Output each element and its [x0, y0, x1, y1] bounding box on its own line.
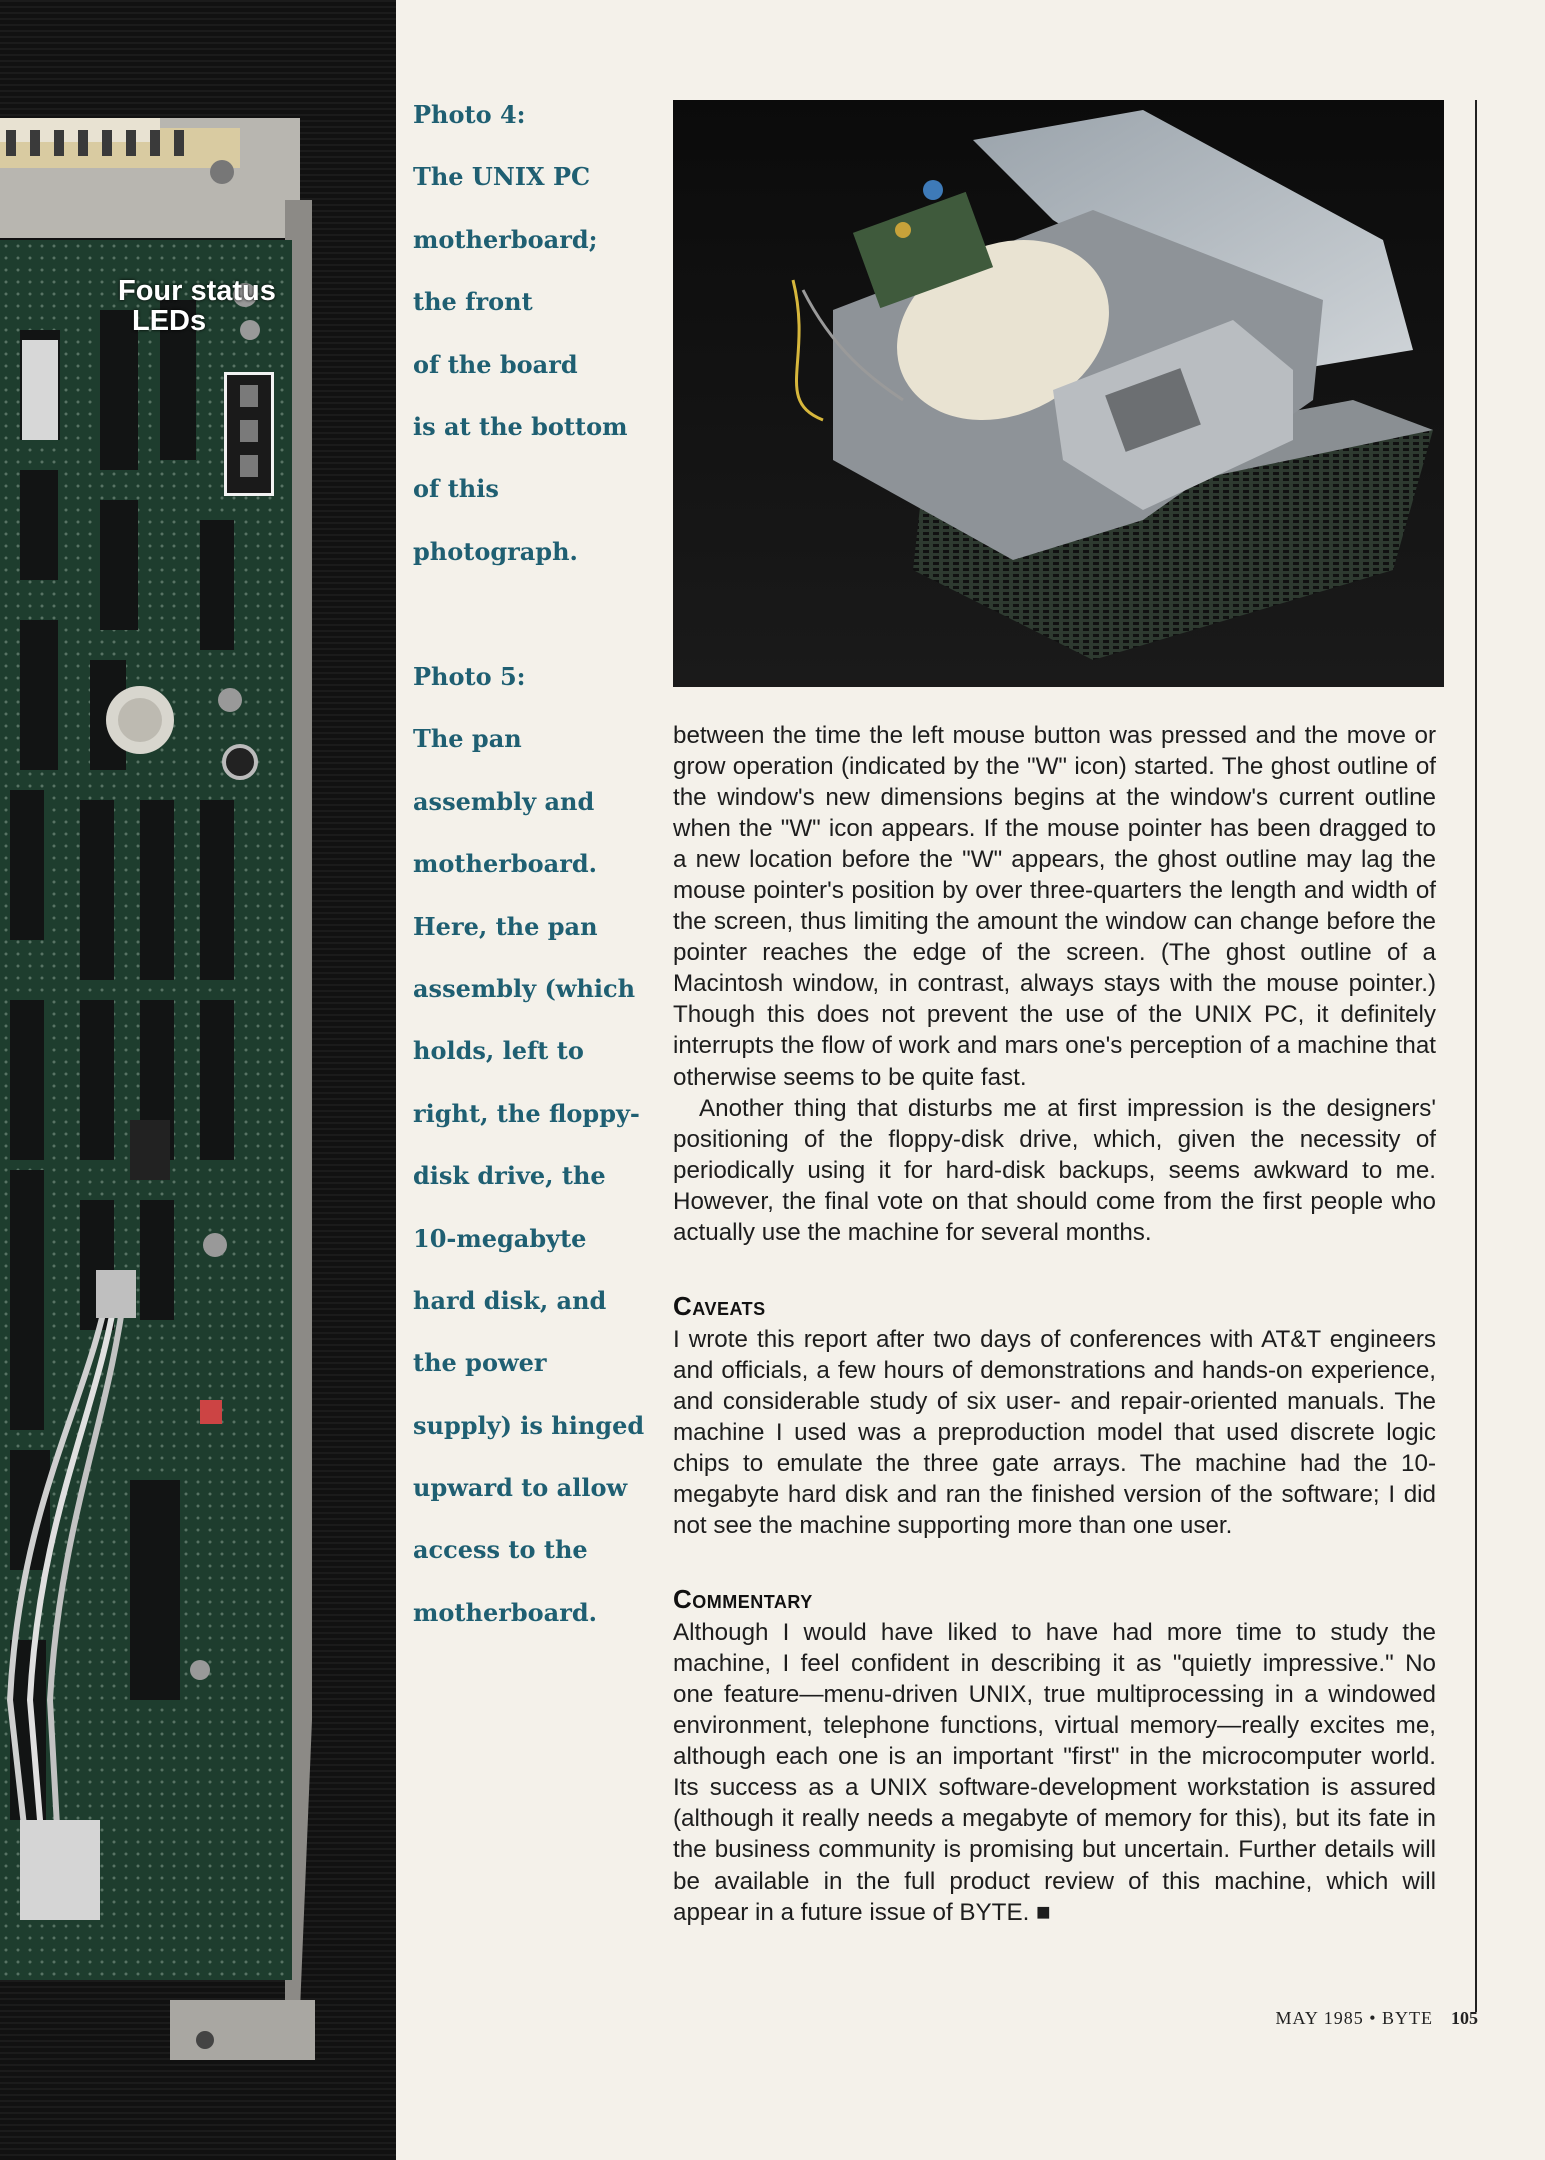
article-paragraph-3: I wrote this report after two days of conferences with AT&T engineers and officials, a few hours of demonstrations and hands-on experience, and considerable study of six user- and repair-oriented manuals. The machine I used was a preproduction model that used discrete logic chips to emulate the three gate arrays. The machine had the 10-megabyte hard disk and ran the finished version of the software; I did not see the machine supporting more than one user. [673, 1325, 1436, 1540]
commentary-heading: Commentary [673, 1584, 813, 1615]
photo4-caption-line: photograph. [413, 536, 578, 566]
photo5-caption [413, 646, 658, 1644]
photo4-caption-line: the front [413, 287, 533, 317]
photo5-caption-line: upward to allow [413, 1473, 628, 1503]
photo5-caption-line: Photo 5: [413, 662, 526, 691]
unix-pc-photo [673, 100, 1444, 687]
caveats-heading: Caveats [673, 1290, 766, 1321]
photo5-caption-line: right, the floppy- [413, 1098, 640, 1128]
column-rule [1475, 100, 1477, 2012]
status-led-highlight-box [224, 372, 274, 496]
page-number: 105 [1451, 2008, 1478, 2028]
photo4-caption-line: is at the bottom [413, 411, 628, 441]
issue-line: MAY 1985 • BYTE [1275, 2008, 1433, 2028]
article-paragraph-1: between the time the left mouse button was pressed and the move or grow operation (indicated by the "W" icon) started. The ghost outline of the window's new dimensions begins at the window's current outline when the "W" icon appears. If the mouse pointer has been dragged to a new location before the "W" appears, the ghost outline may lag the mouse pointer's position by over three-quarters the length and width of the screen, thus limiting the amount the window can change before the pointer reaches the edge of the screen. (The ghost outline of a Macintosh window, in contrast, always stays with the mouse pointer.) Though this does not prevent the use of the UNIX PC, it definitely interrupts the flow of work and mars one's perception of a machine that otherwise seems to be quite fast. [673, 722, 1436, 1091]
unix-pc-illustration [673, 100, 1444, 687]
photo4-caption-line: The UNIX PC [413, 162, 591, 192]
photo5-caption-line: supply) is hinged [413, 1410, 645, 1440]
photo5-caption-line: The pan [413, 724, 522, 754]
article-body [673, 720, 1436, 1928]
photo4-caption [413, 84, 658, 583]
photo5-caption-line: disk drive, the [413, 1161, 606, 1191]
article-paragraph-4: Although I would have liked to have had more time to study the machine, I feel confident in describing it as "quietly impressive." No one feature—menu-driven UNIX, true multiprocessing in a windowed environment, telephone functions, virtual memory—really excites me, although each one is an important "first" in the microcomputer world. Its success as a UNIX software-development workstation is assured (although it really needs a megabyte of memory for this), but its fate in the business community is promising but uncertain. Further details will be available in the full product review of this machine, which will appear in a future issue of BYTE. ■ [673, 1619, 1436, 1926]
photo4-caption-line: of the board [413, 349, 578, 379]
photo5-caption-line: holds, left to [413, 1036, 584, 1066]
status-led-label [118, 276, 276, 336]
status-led-label-line2: LEDs [132, 305, 207, 337]
photo5-caption-line: the power [413, 1348, 547, 1378]
article-paragraph-2: Another thing that disturbs me at first impression is the designers' positioning of the floppy-disk drive, which, given the necessity of periodically using it for hard-disk backups, seems awkward to me. However, the final vote on that should come from the first people who actually use the machine for several months. [673, 1094, 1436, 1246]
photo4-caption-line: Photo 4: [413, 100, 526, 129]
photo5-caption-line: access to the [413, 1535, 588, 1565]
photo4-caption-line: motherboard; [413, 224, 598, 254]
photo5-caption-line: 10-megabyte [413, 1223, 587, 1253]
photo5-caption-line: Here, the pan [413, 911, 598, 941]
photo5-caption-line: hard disk, and [413, 1285, 607, 1315]
photo5-caption-line: assembly (which [413, 973, 636, 1003]
status-led-label-line1: Four status [118, 275, 276, 307]
photo5-caption-line: motherboard. [413, 849, 597, 879]
photo5-caption-line: assembly and [413, 786, 595, 816]
page-footer [1276, 2008, 1478, 2029]
photo5-caption-line: motherboard. [413, 1597, 597, 1627]
photo4-caption-line: of this [413, 474, 499, 504]
